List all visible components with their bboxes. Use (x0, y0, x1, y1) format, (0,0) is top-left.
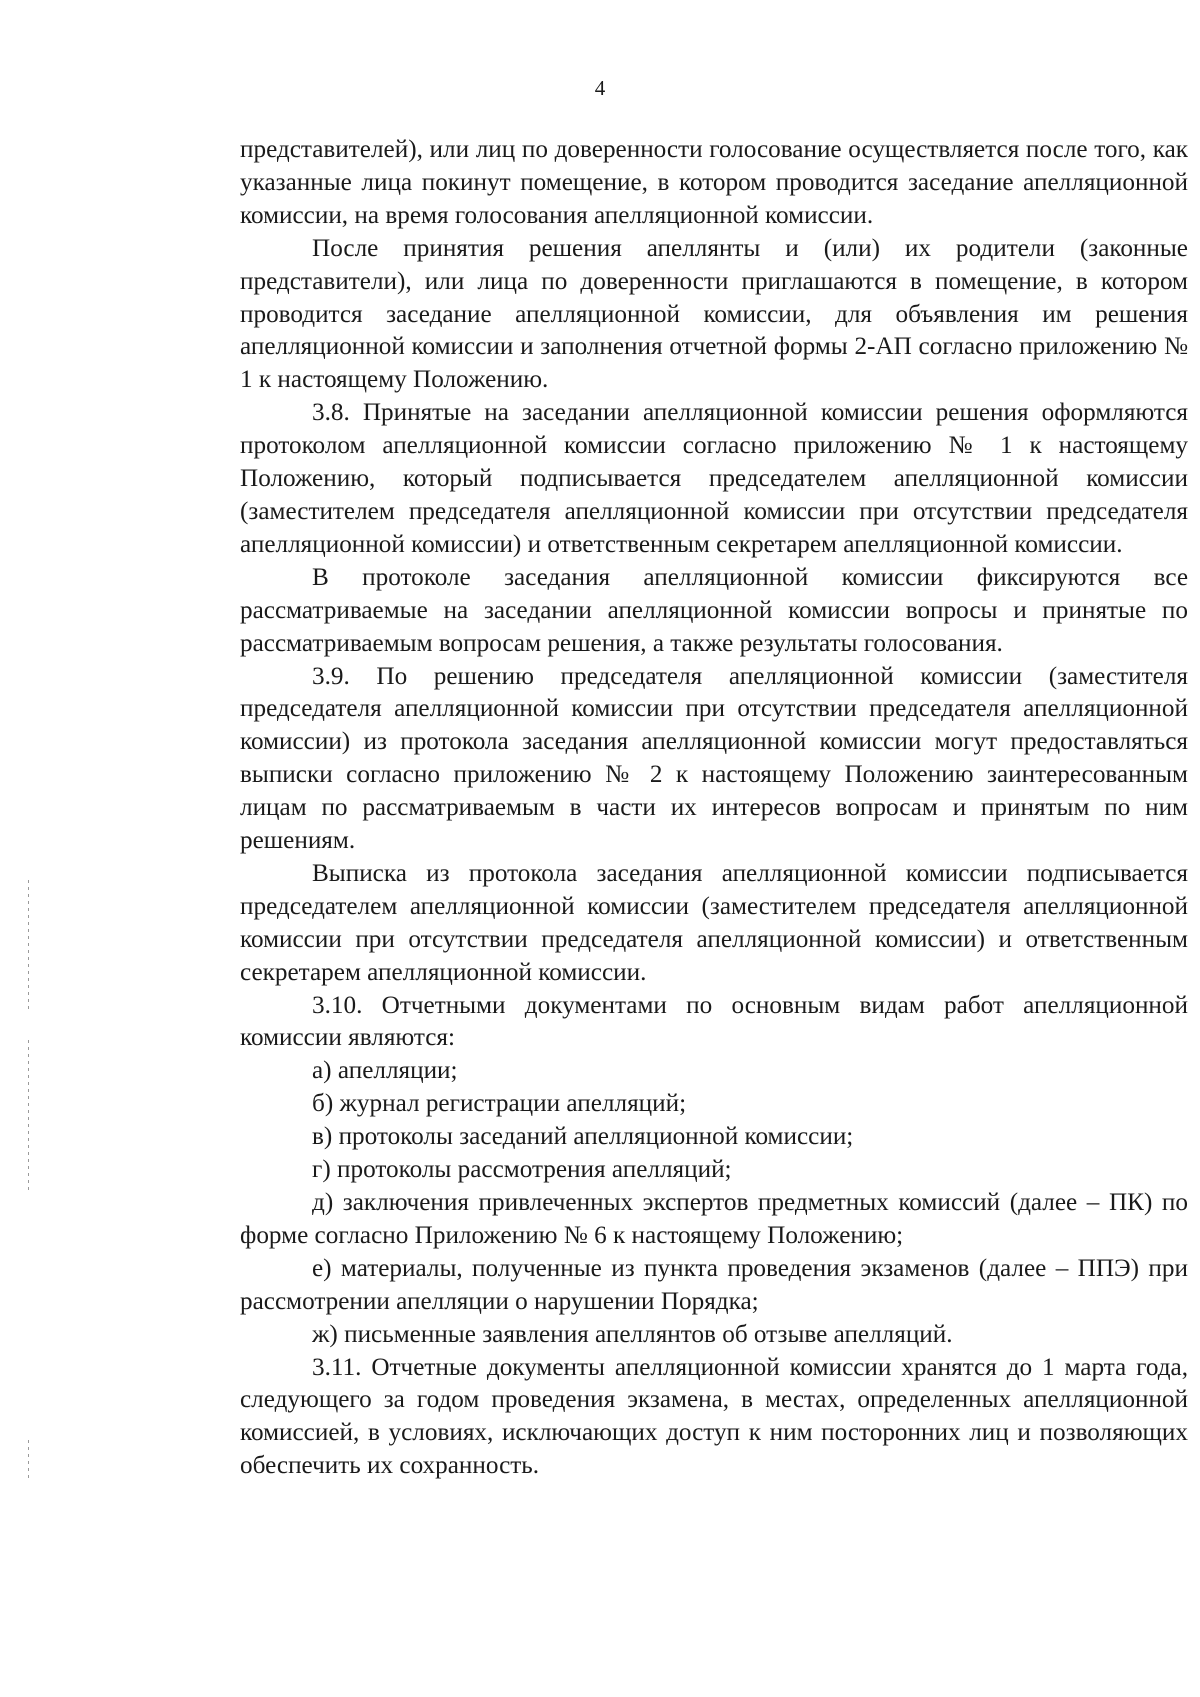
paragraph-3-11: 3.11. Отчетные документы апелляционной комиссии хранятся до 1 марта года, следующего за годом проведения экзамена, в местах, определенных апелляционной комиссией, в условиях, исключающих доступ к ним посторонних лиц и позволяющих обеспечить их сохранность. (240, 1353, 1188, 1480)
list-item: а) апелляции; (312, 1057, 458, 1085)
list-item: г) протоколы рассмотрения апелляций; (312, 1156, 732, 1184)
paragraph-continuation: представителей), или лиц по доверенности голосование осуществляется после того, как указанные лица покинут помещение, в котором проводится заседание апелляционной комиссии, на время голосования апелляционной комиссии. (240, 136, 1188, 229)
scan-edge-mark (28, 1440, 29, 1480)
paragraph: После принятия решения апеллянты и (или) их родители (законные представители), или лица по доверенности приглашаются в помещение, в котором проводится заседание апелляционной комиссии, для объявления им решения апелляционной комиссии и заполнения отчетной формы 2-АП согласно приложению № 1 к настоящему Положению. (240, 234, 1188, 394)
list-item: е) материалы, полученные из пункта проведения экзаменов (далее – ППЭ) при рассмотрении апелляции о нарушении Порядка; (240, 1254, 1188, 1315)
paragraph: В протоколе заседания апелляционной комиссии фиксируются все рассматриваемые на заседании апелляционной комиссии вопросы и принятые по рассматриваемым вопросам решения, а также результаты голосования. (240, 563, 1188, 657)
scan-edge-mark (28, 1040, 29, 1190)
page-number: 4 (594, 76, 606, 100)
scan-edge-mark (28, 880, 29, 1010)
paragraph: Выписка из протокола заседания апелляционной комиссии подписывается председателем апелляционной комиссии (заместителем председателя апелляционной комиссии при отсутствии председателя апелляционной комиссии) и ответственным секретарем апелляционной комиссии. (240, 859, 1188, 986)
list-item: д) заключения привлеченных экспертов предметных комиссий (далее – ПК) по форме согласно Приложению № 6 к настоящему Положению; (240, 1189, 1188, 1249)
paragraph-3-10: 3.10. Отчетными документами по основным видам работ апелляционной комиссии являются: (240, 991, 1188, 1052)
paragraph-3-9: 3.9. По решению председателя апелляционной комиссии (заместителя председателя апелляционной комиссии при отсутствии председателя апелляционной комиссии) из протокола заседания апелляционной комиссии могут предоставляться выписки согласно приложению № 2 к настоящему Положению заинтересованным лицам по рассматриваемым в части их интересов вопросам и принятым по ним решениям. (240, 662, 1188, 855)
paragraph-3-8: 3.8. Принятые на заседании апелляционной комиссии решения оформляются протоколом апелляционной комиссии согласно приложению № 1 к настоящему Положению, который подписывается председателем апелляционной комиссии (заместителем председателя апелляционной комиссии при отсутствии председателя апелляционной комиссии) и ответственным секретарем апелляционной комиссии. (240, 399, 1188, 558)
list-item: б) журнал регистрации апелляций; (312, 1090, 687, 1118)
list-item: ж) письменные заявления апеллянтов об отзыве апелляций. (312, 1320, 953, 1348)
list-item: в) протоколы заседаний апелляционной комиссии; (312, 1123, 854, 1151)
document-body (240, 134, 1188, 1483)
